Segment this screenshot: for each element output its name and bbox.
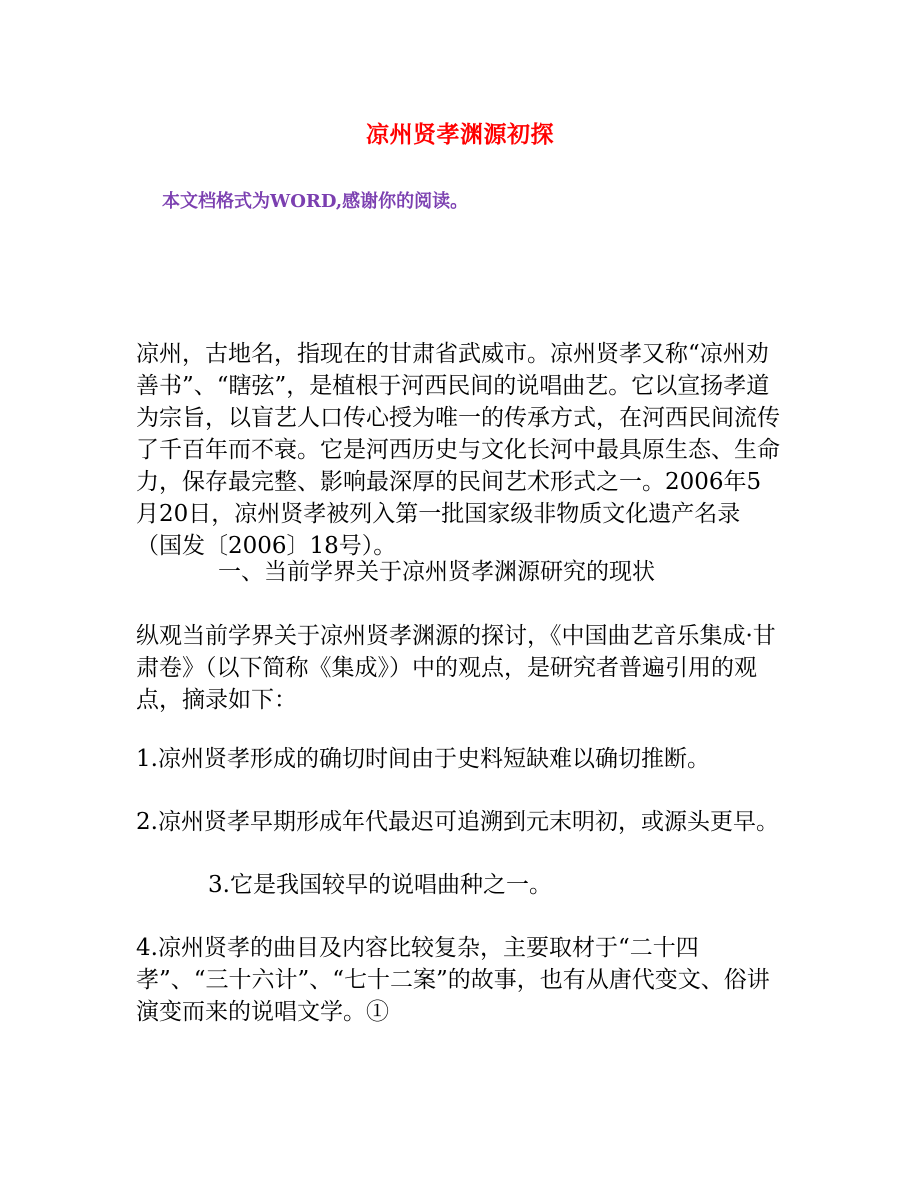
list-item: 1.凉州贤孝形成的确切时间由于史料短缺难以确切推断。 xyxy=(136,746,710,772)
section-heading: 一、当前学界关于凉州贤孝渊源研究的现状 xyxy=(218,559,655,585)
document-title: 凉州贤孝渊源初探 xyxy=(366,121,554,148)
format-note: 本文档格式为WORD,感谢你的阅读。 xyxy=(162,191,469,212)
list-item: 4.凉州贤孝的曲目及内容比较复杂，主要取材于“二十四孝”、“三十六计”、“七十二案”的故事，也有从唐代变文、俗讲演变而来的说唱文学。① xyxy=(136,935,770,1025)
list-item: 2.凉州贤孝早期形成年代最迟可追溯到元末明初，或源头更早。 xyxy=(136,809,779,835)
overview-paragraph: 纵观当前学界关于凉州贤孝渊源的探讨，《中国曲艺音乐集成·甘肃卷》（以下简称《集成》）中的观点，是研究者普遍引用的观点，摘录如下： xyxy=(136,623,776,713)
list-item: 3.它是我国较早的说唱曲种之一。 xyxy=(208,872,552,898)
intro-paragraph: 凉州，古地名，指现在的甘肃省武威市。凉州贤孝又称“凉州劝善书”、“瞎弦”，是植根于河西民间的说唱曲艺。它以宣扬孝道为宗旨，以盲艺人口传心授为唯一的传承方式，在河西民间流传了千百年而不衰。它是河西历史与文化长河中最具原生态、生命力，保存最完整、影响最深厚的民间艺术形式之一。2006年5月20日，凉州贤孝被列入第一批国家级非物质文化遗产名录（国发〔2006〕18号）。 xyxy=(136,341,780,559)
